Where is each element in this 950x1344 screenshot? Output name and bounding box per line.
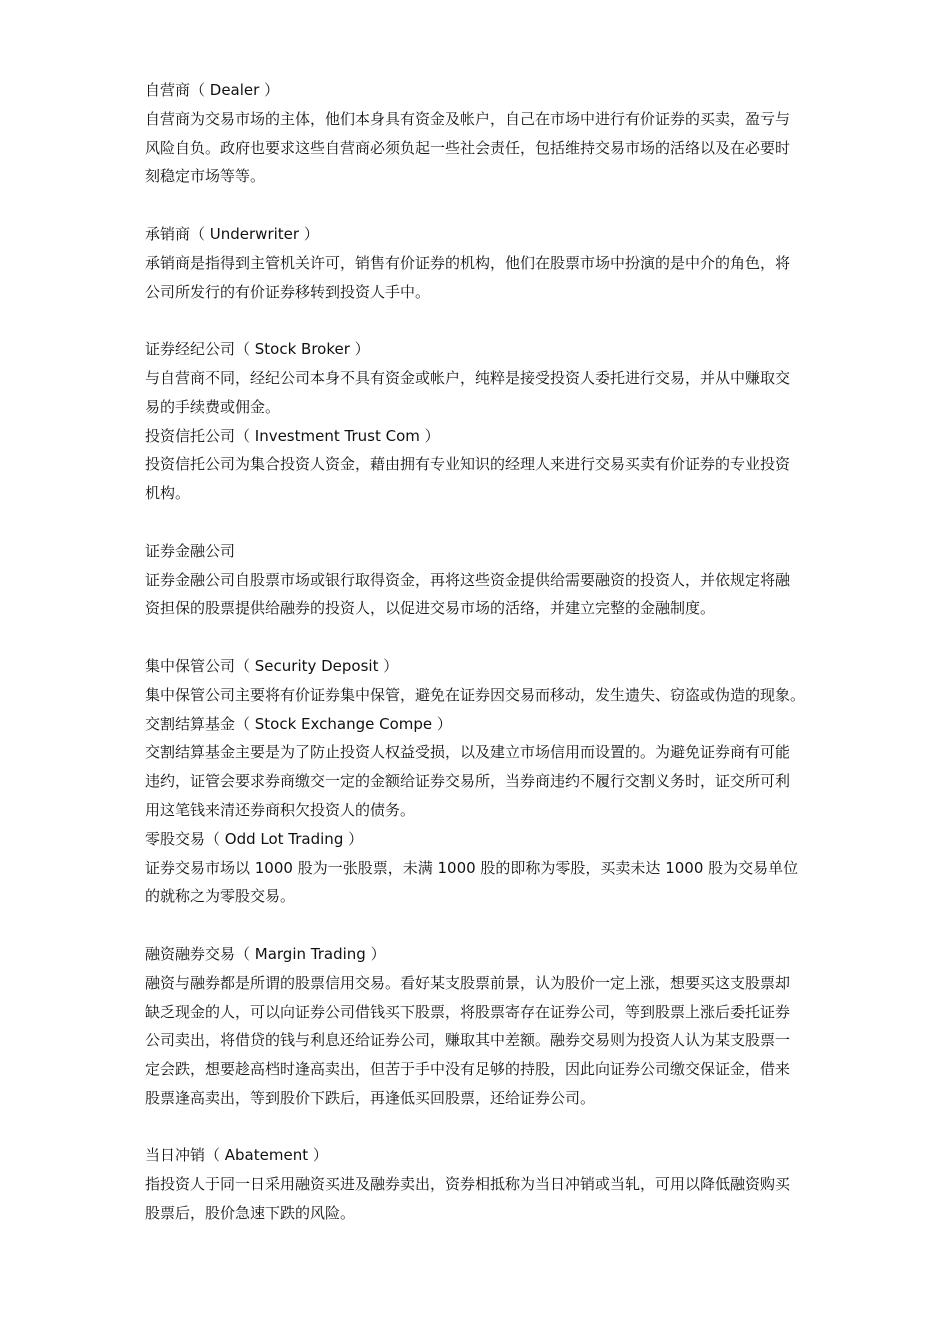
section-body-line: 指投资人于同一日采用融资买进及融券卖出，资券相抵称为当日冲销或当轧，可用以降低融资购买 — [145, 1175, 791, 1194]
paragraph-gap — [145, 911, 870, 940]
section-heading: 零股交易（ Odd Lot Trading ） — [145, 829, 364, 848]
paragraph-gap — [145, 508, 870, 537]
section-body-line: 易的手续费或佣金。 — [145, 397, 281, 416]
section-heading: 集中保管公司（ Security Deposit ） — [145, 656, 399, 675]
paragraph-gap — [145, 191, 870, 220]
section-body-line: 风险自负。政府也要求这些自营商必须负起一些社会责任，包括维持交易市场的活络以及在必要时 — [145, 138, 791, 157]
section-body-line: 资担保的股票提供给融券的投资人，以促进交易市场的活络，并建立完整的金融制度。 — [145, 599, 716, 618]
section-body-line: 证券金融公司自股票市场或银行取得资金，再将这些资金提供给需要融资的投资人，并依规定将融 — [145, 570, 791, 589]
section-body-line: 的就称之为零股交易。 — [145, 887, 296, 906]
paragraph-gap — [145, 623, 870, 652]
section-heading: 证券经纪公司（ Stock Broker ） — [145, 340, 370, 359]
section-body-line: 承销商是指得到主管机关许可，销售有价证券的机构，他们在股票市场中扮演的是中介的角色，将 — [145, 253, 791, 272]
section-body-line: 机构。 — [145, 484, 191, 503]
section-body-line: 自营商为交易市场的主体，他们本身具有资金及帐户，自己在市场中进行有价证券的买卖，盈亏与 — [145, 109, 791, 128]
document-page — [145, 76, 870, 1228]
section-heading: 承销商（ Underwriter ） — [145, 224, 319, 243]
section-body-line: 融资与融券都是所谓的股票信用交易。看好某支股票前景，认为股价一定上涨，想要买这支股票却 — [145, 973, 791, 992]
section-body-line: 定会跌，想要趁高档时逢高卖出，但苦于手中没有足够的持股，因此向证券公司缴交保证金，借来 — [145, 1060, 791, 1079]
section-heading: 证券金融公司 — [145, 541, 236, 560]
section-body-line: 违约，证管会要求券商缴交一定的金额给证券交易所，当券商违约不履行交割义务时，证交所可利 — [145, 772, 791, 791]
section-body-line: 股票后，股价急速下跌的风险。 — [145, 1204, 356, 1223]
section-body-line: 公司卖出，将借贷的钱与利息还给证券公司，赚取其中差额。融券交易则为投资人认为某支股票一 — [145, 1031, 791, 1050]
section-body-line: 用这笔钱来清还券商积欠投资人的债务。 — [145, 800, 416, 819]
section-body-line: 投资信托公司为集合投资人资金，藉由拥有专业知识的经理人来进行交易买卖有价证券的专业投资 — [145, 455, 791, 474]
section-body-line: 与自营商不同，经纪公司本身不具有资金或帐户，纯粹是接受投资人委托进行交易，并从中赚取交 — [145, 368, 791, 387]
section-heading: 交割结算基金（ Stock Exchange Compe ） — [145, 714, 452, 733]
paragraph-gap — [145, 306, 870, 335]
section-heading: 当日冲销（ Abatement ） — [145, 1146, 328, 1165]
section-body-line: 证券交易市场以 1000 股为一张股票，未满 1000 股的即称为零股，买卖未达 1000 股为交易单位 — [145, 858, 799, 877]
section-heading: 投资信托公司（ Investment Trust Com ） — [145, 426, 440, 445]
section-body-line: 交割结算基金主要是为了防止投资人权益受损，以及建立市场信用而设置的。为避免证券商有可能 — [145, 743, 791, 762]
section-heading: 自营商（ Dealer ） — [145, 81, 280, 99]
section-heading: 融资融券交易（ Margin Trading ） — [145, 944, 386, 963]
section-body-line: 刻稳定市场等等。 — [145, 167, 266, 186]
section-body-line: 公司所发行的有价证券移转到投资人手中。 — [145, 282, 431, 301]
paragraph-gap — [145, 1113, 870, 1142]
section-body-line: 缺乏现金的人，可以向证券公司借钱买下股票，将股票寄存在证券公司，等到股票上涨后委托证券 — [145, 1002, 791, 1021]
section-body-line: 集中保管公司主要将有价证券集中保管，避免在证券因交易而移动，发生遗失、窃盗或伪造的现象。 — [145, 685, 806, 704]
section-body-line: 股票逢高卖出，等到股价下跌后，再逢低买回股票，还给证券公司。 — [145, 1088, 596, 1107]
